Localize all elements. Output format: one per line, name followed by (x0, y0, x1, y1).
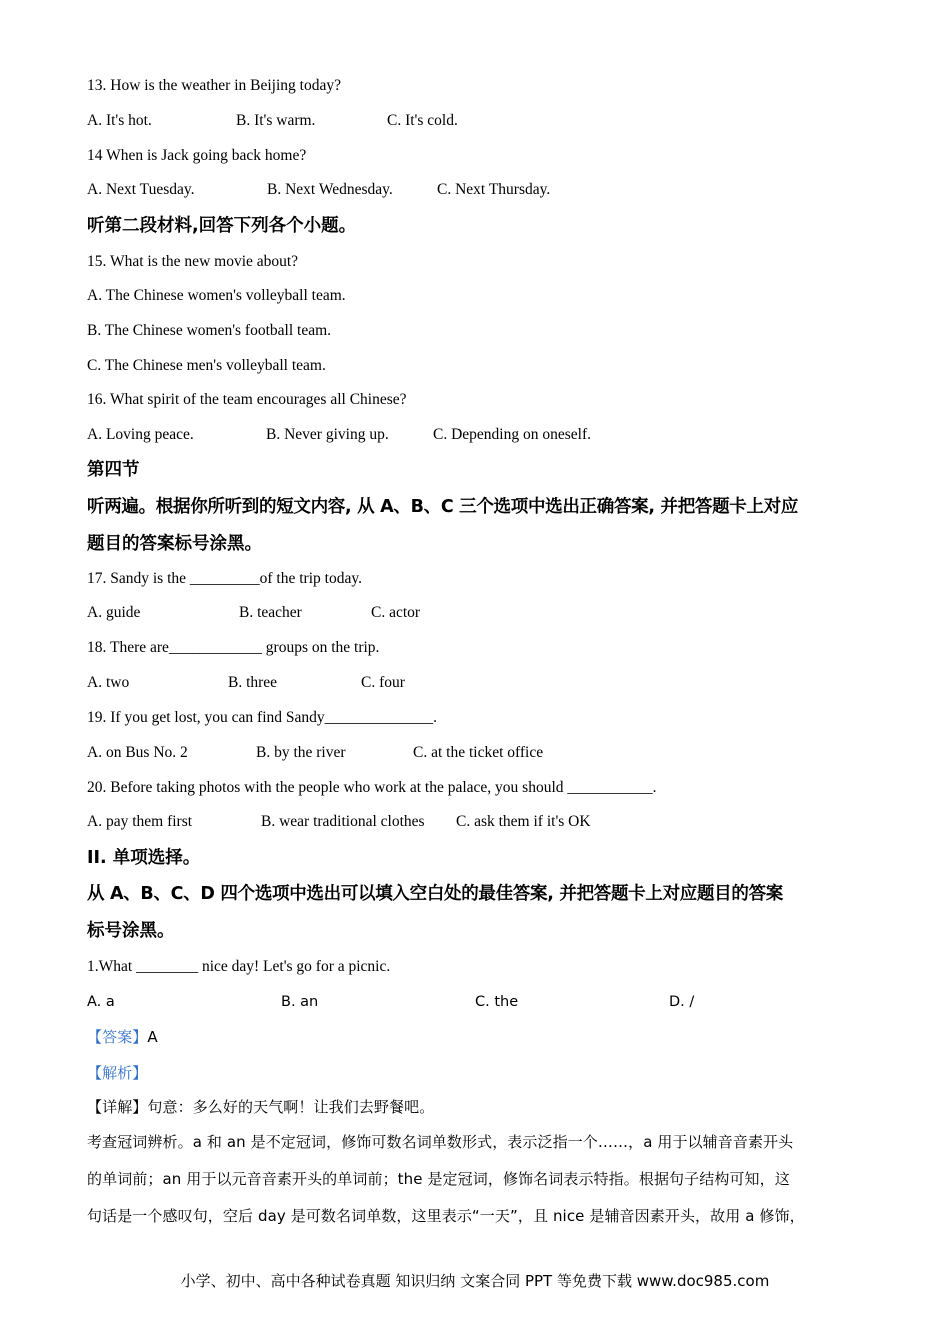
question-15-option-c: C. The Chinese men's volleyball team. (87, 357, 326, 374)
question-17-stem: 17. Sandy is the _________of the trip today. (87, 570, 362, 587)
mc-question-1-stem: 1.What ________ nice day! Let's go for a picnic. (87, 958, 391, 975)
part-4-instruction-line-2: 题目的答案标号涂黑。 (87, 534, 262, 554)
question-18-option-a: A. two (87, 674, 130, 691)
question-14-stem: 14 When is Jack going back home? (87, 147, 307, 164)
question-15-option-b: B. The Chinese women's football team. (87, 322, 332, 339)
question-16-option-b: B. Never giving up. (266, 426, 389, 443)
question-18-option-c: C. four (361, 674, 405, 691)
analysis-paragraph-line-3: 句话是一个感叹句，空后 day 是可数名词单数，这里表示“一天”，且 nice 是辅音因素开头，故用 a 修饰， (87, 1207, 805, 1225)
question-20-option-a: A. pay them first (87, 813, 193, 830)
part-2-title: II. 单项选择。 (87, 848, 201, 868)
question-19-stem: 19. If you get lost, you can find Sandy______________. (87, 709, 438, 726)
question-13-stem: 13. How is the weather in Beijing today? (87, 77, 341, 94)
part-4-instruction-line-1: 听两遍。根据你所听到的短文内容, 从 A、B、C 三个选项中选出正确答案, 并把答题卡上对应 (87, 497, 799, 517)
question-17-option-a: A. guide (87, 604, 141, 621)
question-16-option-c: C. Depending on oneself. (433, 426, 591, 443)
part-2-instruction-line-1: 从 A、B、C、D 四个选项中选出可以填入空白处的最佳答案, 并把答题卡上对应题目的答案 (87, 884, 783, 904)
question-15-stem: 15. What is the new movie about? (87, 253, 299, 270)
mc-question-1-option-d: D. / (669, 994, 695, 1010)
page-footer: 小学、初中、高中各种试卷真题 知识归纳 文案合同 PPT 等免费下载 www.doc985.com (180, 1272, 770, 1290)
question-16-option-a: A. Loving peace. (87, 426, 194, 443)
mc-question-1-option-a: A. a (87, 994, 115, 1010)
question-20-option-c: C. ask them if it's OK (456, 813, 591, 830)
analysis-paragraph-line-2: 的单词前；an 用于以元音音素开头的单词前；the 是定冠词，修饰名词表示特指。根据句子结构可知，这 (87, 1170, 790, 1188)
question-20-stem: 20. Before taking photos with the people who work at the palace, you should ___________. (87, 779, 657, 796)
answer-line (87, 1027, 158, 1047)
section-2-heading: 听第二段材料,回答下列各个小题。 (87, 216, 357, 236)
analysis-detail: 【详解】句意：多么好的天气啊！让我们去野餐吧。 (87, 1098, 435, 1116)
question-20-option-b: B. wear traditional clothes (261, 813, 425, 830)
question-15-option-a: A. The Chinese women's volleyball team. (87, 287, 346, 304)
answer-value: A (147, 1028, 158, 1046)
question-19-option-c: C. at the ticket office (413, 744, 544, 761)
question-19-option-a: A. on Bus No. 2 (87, 744, 188, 761)
question-16-stem: 16. What spirit of the team encourages all Chinese? (87, 391, 407, 408)
question-18-stem: 18. There are____________ groups on the trip. (87, 639, 380, 656)
mc-question-1-option-c: C. the (475, 994, 519, 1010)
question-13-option-b: B. It's warm. (236, 112, 316, 129)
question-19-option-b: B. by the river (256, 744, 346, 761)
question-18-option-b: B. three (228, 674, 278, 691)
question-17-option-b: B. teacher (239, 604, 302, 621)
analysis-label: 【解析】 (87, 1064, 148, 1082)
analysis-paragraph-line-1: 考查冠词辨析。a 和 an 是不定冠词，修饰可数名词单数形式，表示泛指一个……，a 用于以辅音音素开头 (87, 1133, 794, 1151)
question-14-option-c: C. Next Thursday. (437, 181, 551, 198)
part-2-instruction-line-2: 标号涂黑。 (87, 921, 175, 941)
part-4-title: 第四节 (87, 460, 140, 480)
answer-label: 【答案】 (87, 1028, 148, 1046)
question-13-option-c: C. It's cold. (387, 112, 458, 129)
question-14-option-a: A. Next Tuesday. (87, 181, 195, 198)
question-14-option-b: B. Next Wednesday. (267, 181, 393, 198)
mc-question-1-option-b: B. an (281, 994, 319, 1010)
question-13-option-a: A. It's hot. (87, 112, 152, 129)
question-17-option-c: C. actor (371, 604, 421, 621)
